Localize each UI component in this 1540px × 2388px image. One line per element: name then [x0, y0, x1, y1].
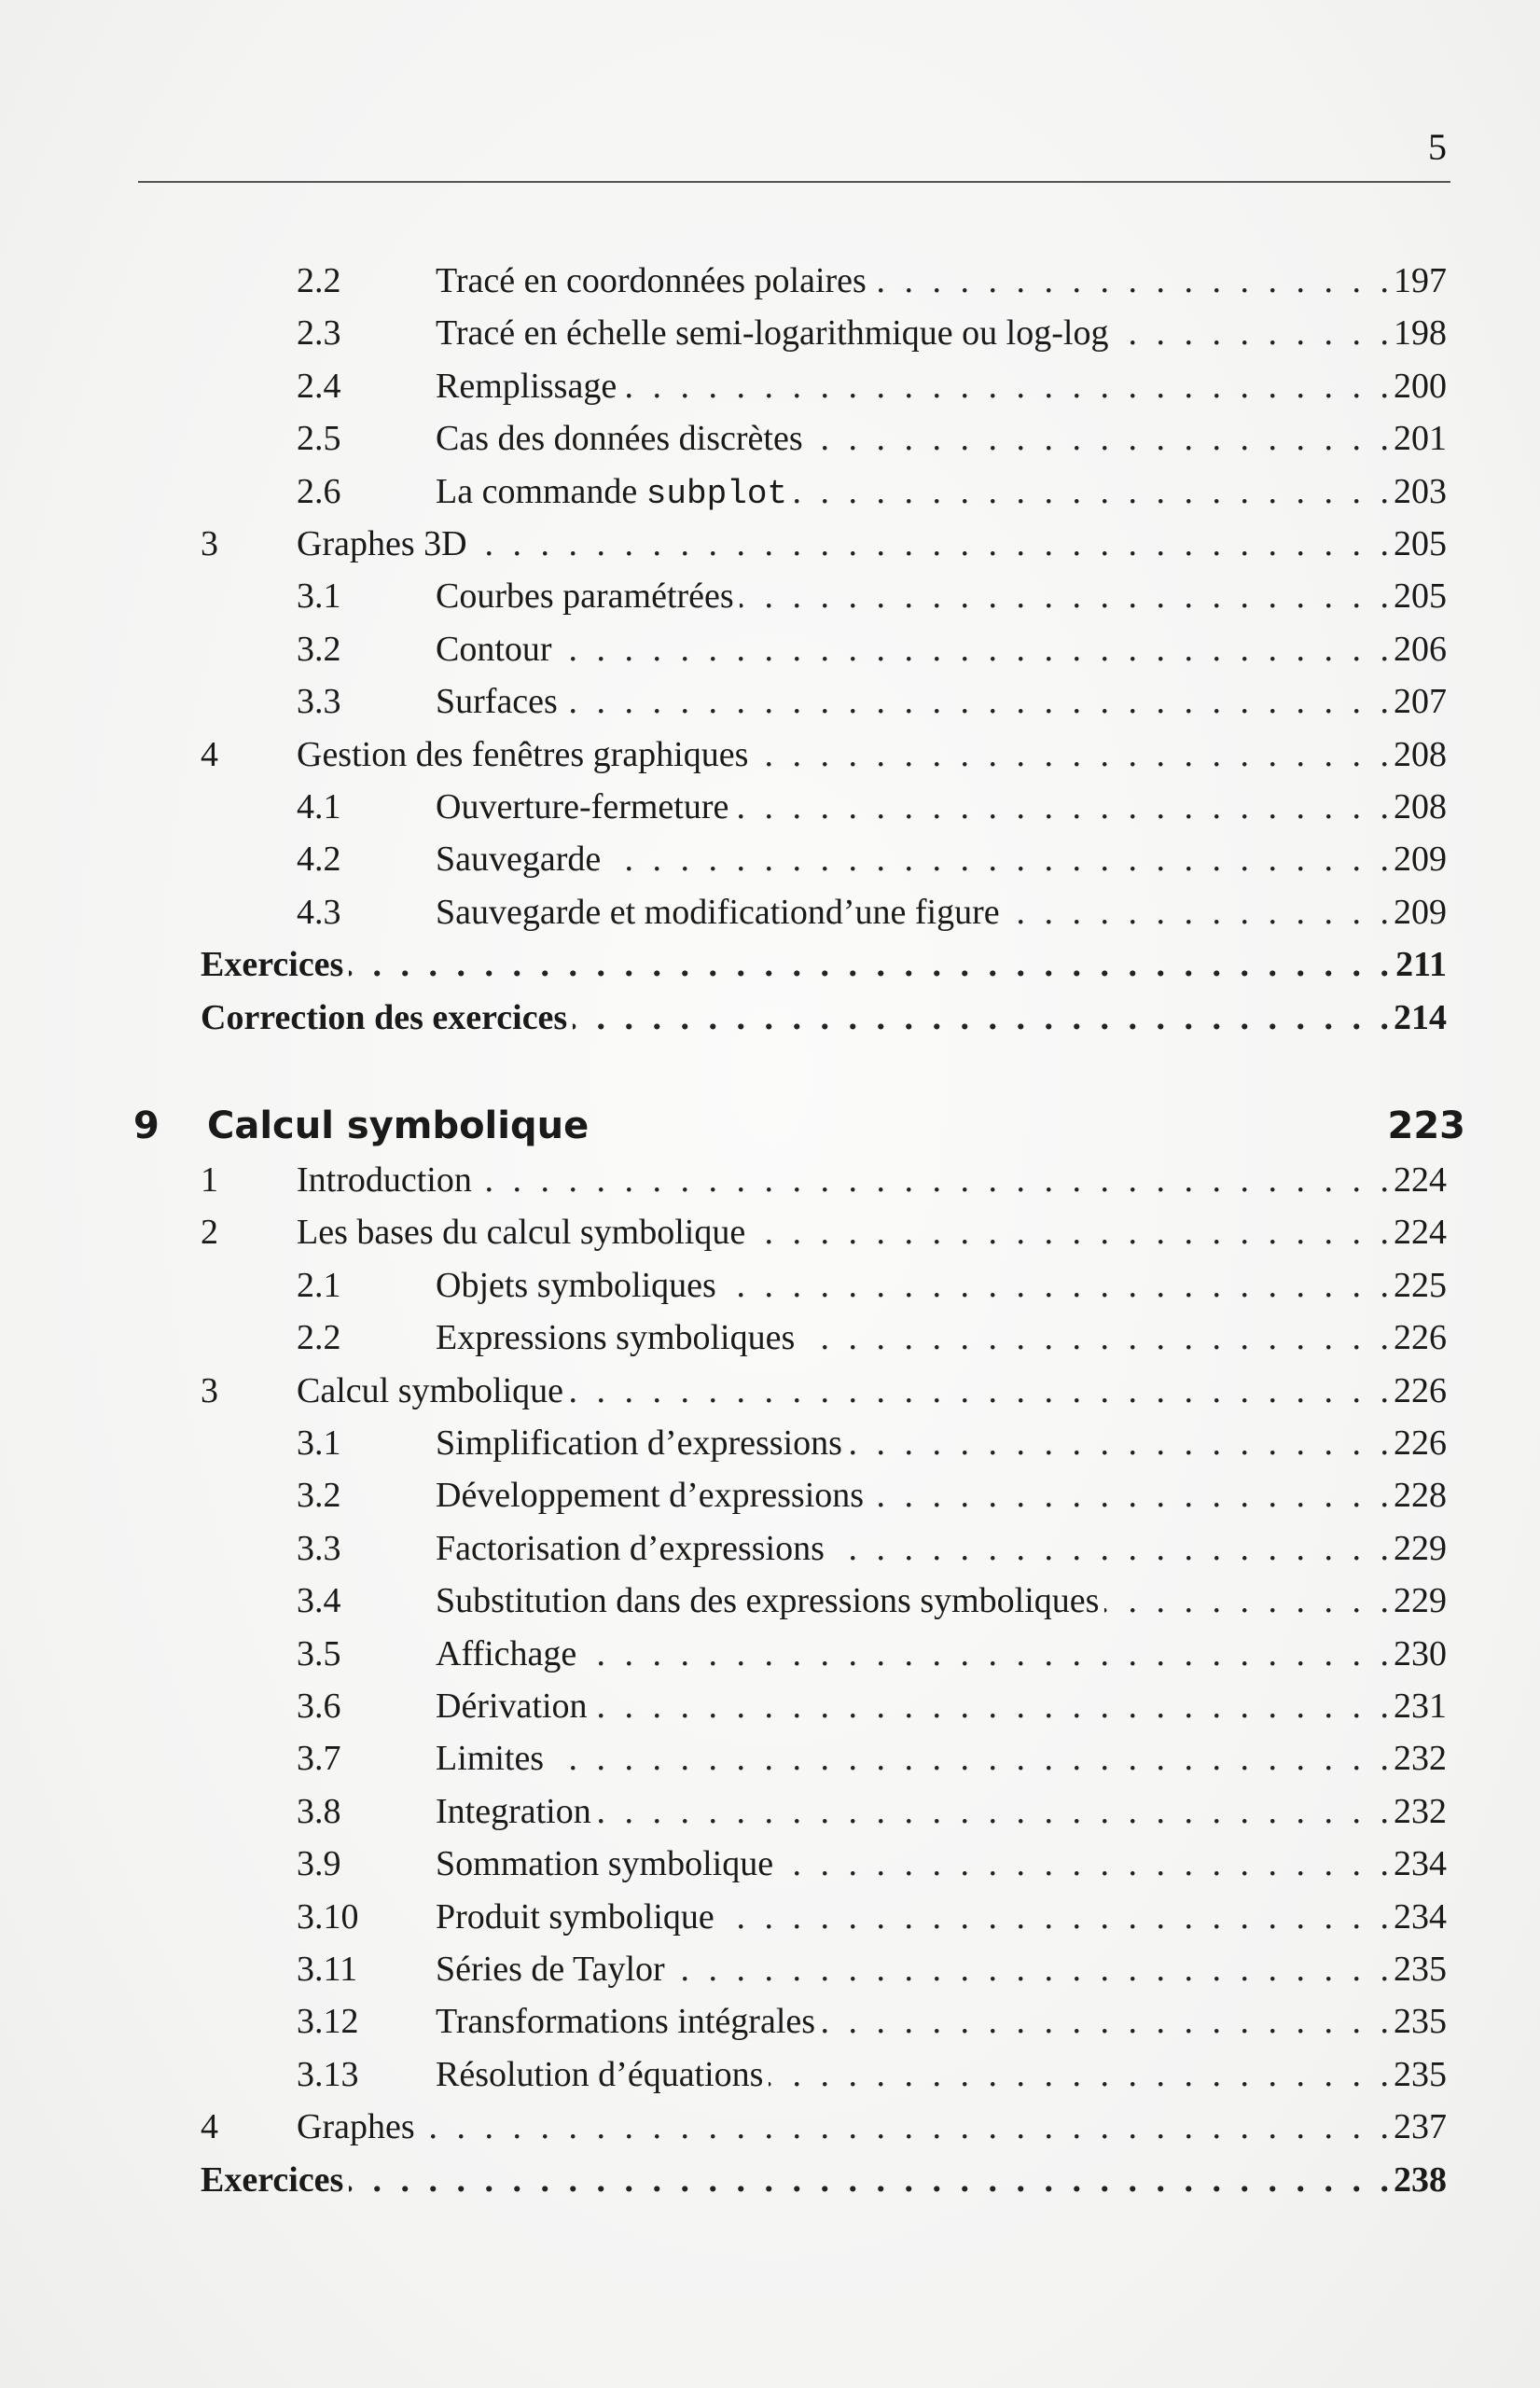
entry-page-number: 209: [1394, 840, 1447, 880]
dot-leader: [872, 257, 1389, 304]
dot-leader: [473, 521, 1389, 567]
entry-number: 3.7: [297, 1739, 341, 1779]
entry-page-number: 208: [1394, 734, 1447, 774]
toc-entry[interactable]: [0, 678, 1540, 725]
entry-page-number: 225: [1394, 1265, 1447, 1305]
entry-number: 3.13: [297, 2054, 359, 2094]
toc-entry[interactable]: [0, 731, 1540, 778]
toc-entry[interactable]: [0, 2051, 1540, 2098]
entry-title-text: Calcul symbolique: [297, 1370, 564, 1410]
chapter-number: 9: [133, 1104, 160, 1147]
dot-leader: [1006, 889, 1389, 936]
entry-title-text: La commande: [436, 471, 646, 511]
toc-entry[interactable]: [0, 994, 1540, 1041]
entry-title-text: Tracé en coordonnées polaires: [436, 261, 867, 300]
entry-page-number: 229: [1394, 1581, 1447, 1621]
entry-page-number: 198: [1394, 313, 1447, 354]
entry-page-number: 226: [1394, 1370, 1447, 1410]
entry-page-number: 237: [1394, 2107, 1447, 2147]
entry-title-text: Simplification d’expressions: [436, 1423, 842, 1463]
dot-leader: [1104, 1577, 1389, 1624]
dot-leader: [800, 1314, 1389, 1361]
entry-line: [297, 521, 1447, 567]
entry-line: [436, 1735, 1447, 1782]
entry-title: [436, 2051, 769, 2098]
toc-entry[interactable]: [0, 1840, 1540, 1887]
entry-title: [436, 1788, 597, 1835]
entry-number: 2: [201, 1213, 218, 1253]
entry-title: [436, 1472, 869, 1519]
toc-entry[interactable]: [0, 836, 1540, 882]
entry-number: 2.6: [297, 471, 341, 511]
entry-number: 3.4: [297, 1581, 341, 1621]
chapter-page-number: 223: [1387, 1104, 1465, 1147]
entry-title: [436, 1525, 830, 1572]
entry-title-text: Sauvegarde: [436, 840, 602, 880]
entry-title: [436, 1840, 779, 1887]
entry-page-number: 201: [1394, 419, 1447, 459]
entry-page-number: 206: [1394, 629, 1447, 669]
entry-page-number: 224: [1394, 1213, 1447, 1253]
entry-number: 3.3: [297, 682, 341, 722]
entry-title-text: Objets symboliques: [436, 1265, 716, 1305]
dot-leader: [573, 994, 1389, 1041]
entry-number: 2.2: [297, 261, 341, 300]
entry-line: [436, 889, 1447, 936]
dot-leader: [1114, 310, 1389, 356]
toc-entry[interactable]: [0, 2157, 1540, 2203]
dot-leader: [769, 2051, 1389, 2098]
dot-leader: [754, 731, 1389, 778]
entry-title: [436, 1998, 821, 2045]
entry-title-text: Integration: [436, 1791, 591, 1831]
entry-number: 3.1: [297, 576, 341, 617]
entry-title-text: Graphes: [297, 2107, 415, 2147]
entry-number: 3: [201, 524, 218, 563]
entry-line: [436, 573, 1447, 619]
entry-title: [436, 784, 734, 830]
toc-entry[interactable]: [0, 573, 1540, 619]
dot-leader: [421, 2103, 1389, 2150]
entry-title-text: Produit symbolique: [436, 1896, 715, 1937]
entry-title: [201, 994, 573, 1041]
entry-title: [297, 1368, 569, 1414]
toc-entry[interactable]: [0, 1788, 1540, 1835]
entry-page-number: 197: [1394, 261, 1447, 300]
entry-title: [436, 889, 1006, 936]
dot-leader: [593, 1683, 1389, 1729]
entry-title-text: Gestion des fenêtres graphiques: [297, 734, 749, 774]
entry-title: [436, 415, 809, 462]
entry-page-number: 214: [1394, 997, 1447, 1037]
entry-line: [436, 1788, 1447, 1835]
entry-number: 2.3: [297, 313, 341, 354]
entry-page-number: 231: [1394, 1687, 1447, 1726]
dot-leader: [740, 573, 1389, 619]
entry-page-number: 235: [1394, 1950, 1447, 1989]
entry-title-text: Sommation symbolique: [436, 1844, 774, 1884]
toc-entry[interactable]: [0, 257, 1540, 304]
chapter-title: Calcul symbolique: [207, 1104, 590, 1147]
entry-title: [297, 521, 473, 567]
entry-number: 3.10: [297, 1896, 359, 1937]
entry-title: [436, 626, 558, 673]
dot-leader: [821, 1998, 1389, 2045]
dot-leader: [582, 1631, 1389, 1677]
dot-leader: [671, 1946, 1389, 1992]
entry-page-number: 238: [1394, 2159, 1447, 2200]
entry-number: 3.3: [297, 1528, 341, 1568]
entry-number: 4.2: [297, 840, 341, 880]
dot-leader: [549, 1735, 1389, 1782]
toc-entry[interactable]: [0, 889, 1540, 936]
entry-title: [297, 1209, 751, 1256]
entry-page-number: 234: [1394, 1896, 1447, 1937]
dot-leader: [622, 363, 1389, 410]
entry-line: [436, 415, 1447, 462]
entry-number: 2.1: [297, 1265, 341, 1305]
entry-title: [436, 1683, 593, 1729]
entry-title-text: Affichage: [436, 1633, 577, 1673]
entry-page-number: 203: [1394, 471, 1447, 511]
entry-title: [436, 468, 793, 518]
dot-leader: [848, 1420, 1389, 1466]
entry-page-number: 224: [1394, 1160, 1447, 1200]
entry-title: [436, 1420, 848, 1466]
toc-entry[interactable]: [0, 1631, 1540, 1677]
toc-entry[interactable]: [0, 1314, 1540, 1361]
entry-line: [436, 1420, 1447, 1466]
entry-title-text: Limites: [436, 1739, 545, 1779]
entry-line: [297, 731, 1447, 778]
dot-leader: [793, 468, 1389, 515]
entry-page-number: 235: [1394, 2002, 1447, 2042]
entry-number: 3.2: [297, 629, 341, 669]
entry-code: subplot: [645, 474, 788, 513]
toc-entry[interactable]: [0, 1262, 1540, 1309]
entry-title-text: Remplissage: [436, 366, 617, 406]
entry-title-text: Transformations intégrales: [436, 2002, 816, 2042]
entry-page-number: 200: [1394, 366, 1447, 406]
entry-title-text: Ouverture-fermeture: [436, 787, 729, 826]
entry-line: [436, 1525, 1447, 1572]
entry-title-text: Expressions symboliques: [436, 1318, 796, 1358]
entry-title-text: Séries de Taylor: [436, 1950, 665, 1989]
entry-title-text: Développement d’expressions: [436, 1476, 865, 1516]
toc-entry[interactable]: [0, 1735, 1540, 1782]
entry-title: [436, 363, 622, 410]
toc-entry[interactable]: [0, 1157, 1540, 1203]
entry-title-text: Correction des exercices: [201, 997, 568, 1037]
entry-number: 4.1: [297, 787, 341, 826]
toc-entry[interactable]: [0, 468, 1540, 515]
entry-title-text: Introduction: [297, 1160, 472, 1200]
entry-line: [436, 836, 1447, 882]
entry-title-text: Surfaces: [436, 682, 558, 722]
chapter-heading[interactable]: [0, 1103, 1540, 1149]
dot-leader: [349, 2157, 1389, 2203]
dot-leader: [606, 836, 1389, 882]
toc-entry[interactable]: [0, 521, 1540, 567]
entry-line: [436, 1946, 1447, 1992]
entry-line: [201, 2157, 1447, 2203]
dot-leader: [830, 1525, 1389, 1572]
entry-title-text: Graphes 3D: [297, 524, 467, 563]
entry-title-text: Résolution d’équations: [436, 2054, 764, 2094]
toc-entry[interactable]: [0, 1577, 1540, 1624]
toc-entry[interactable]: [0, 941, 1540, 988]
toc-entry[interactable]: [0, 1894, 1540, 1940]
entry-number: 3.8: [297, 1791, 341, 1831]
entry-line: [436, 1683, 1447, 1729]
entry-title: [297, 2103, 421, 2150]
entry-page-number: 229: [1394, 1528, 1447, 1568]
toc-entry[interactable]: [0, 1368, 1540, 1414]
entry-number: 3.1: [297, 1423, 341, 1463]
entry-number: 3: [201, 1370, 218, 1410]
entry-number: 3.6: [297, 1687, 341, 1726]
entry-line: [297, 1209, 1447, 1256]
entry-title-text: Courbes paramétrées: [436, 576, 734, 617]
entry-line: [436, 1314, 1447, 1361]
entry-line: [297, 1157, 1447, 1203]
entry-page-number: 232: [1394, 1739, 1447, 1779]
entry-line: [436, 257, 1447, 304]
entry-number: 3.12: [297, 2002, 359, 2042]
entry-line: [436, 1472, 1447, 1519]
entry-line: [436, 1577, 1447, 1624]
dot-leader: [720, 1894, 1389, 1940]
dot-leader: [869, 1472, 1389, 1519]
entry-number: 4: [201, 734, 218, 774]
dot-leader: [349, 941, 1389, 988]
dot-leader: [779, 1840, 1389, 1887]
dot-leader: [558, 626, 1389, 673]
toc-entry[interactable]: [0, 784, 1540, 830]
entry-title: [297, 1157, 478, 1203]
entry-title: [436, 1631, 582, 1677]
dot-leader: [478, 1157, 1389, 1203]
entry-title-text: Sauvegarde et modificationd’une figure: [436, 892, 1000, 932]
dot-leader: [809, 415, 1389, 462]
entry-line: [201, 994, 1447, 1041]
dot-leader: [569, 1368, 1389, 1414]
entry-line: [436, 363, 1447, 410]
entry-title: [297, 731, 754, 778]
entry-page-number: 226: [1394, 1423, 1447, 1463]
entry-title: [436, 1262, 722, 1309]
toc-entry[interactable]: [0, 1420, 1540, 1466]
entry-line: [297, 1368, 1447, 1414]
toc-entry[interactable]: [0, 1683, 1540, 1729]
entry-page-number: 205: [1394, 576, 1447, 617]
entry-line: [436, 678, 1447, 725]
toc-entry[interactable]: [0, 1998, 1540, 2045]
entry-title: [436, 836, 606, 882]
entry-line: [436, 310, 1447, 356]
entry-title-text: Substitution dans des expressions symboliques: [436, 1581, 1100, 1621]
dot-leader: [722, 1262, 1389, 1309]
entry-page-number: 209: [1394, 892, 1447, 932]
entry-title: [436, 1577, 1104, 1624]
entry-page-number: 230: [1394, 1633, 1447, 1673]
entry-title-text: Exercices: [201, 2159, 344, 2200]
dot-leader: [734, 784, 1389, 830]
entry-title-text: Cas des données discrètes: [436, 419, 803, 459]
entry-line: [436, 784, 1447, 830]
toc-entry[interactable]: [0, 1472, 1540, 1519]
toc-entry[interactable]: [0, 1946, 1540, 1992]
entry-title: [436, 1735, 549, 1782]
entry-title: [201, 941, 349, 988]
entry-page-number: 205: [1394, 524, 1447, 563]
entry-page-number: 226: [1394, 1318, 1447, 1358]
entry-line: [436, 1262, 1447, 1309]
dot-leader: [751, 1209, 1389, 1256]
entry-page-number: 235: [1394, 2054, 1447, 2094]
entry-page-number: 211: [1395, 945, 1447, 985]
entry-title: [436, 310, 1114, 356]
entry-title: [436, 1314, 800, 1361]
entry-page-number: 232: [1394, 1791, 1447, 1831]
entry-title-text: Les bases du calcul symbolique: [297, 1213, 746, 1253]
entry-title: [436, 1894, 720, 1940]
entry-number: 1: [201, 1160, 218, 1200]
entry-number: 3.9: [297, 1844, 341, 1884]
toc-entry[interactable]: [0, 415, 1540, 462]
entry-number: 3.2: [297, 1476, 341, 1516]
entry-line: [436, 2051, 1447, 2098]
entry-line: [436, 1894, 1447, 1940]
entry-title-text: Factorisation d’expressions: [436, 1528, 825, 1568]
page-number: 5: [1428, 126, 1447, 168]
entry-title: [436, 678, 563, 725]
entry-title: [436, 1946, 671, 1992]
toc-entry[interactable]: [0, 1209, 1540, 1256]
entry-title: [436, 257, 872, 304]
entry-number: 3.11: [297, 1950, 358, 1989]
entry-title-text: Tracé en échelle semi-logarithmique ou log-log: [436, 313, 1109, 354]
entry-number: 2.5: [297, 419, 341, 459]
entry-line: [201, 941, 1447, 988]
entry-page-number: 234: [1394, 1844, 1447, 1884]
dot-leader: [597, 1788, 1389, 1835]
entry-title-text: Exercices: [201, 945, 344, 985]
entry-line: [436, 1998, 1447, 2045]
dot-leader: [563, 678, 1389, 725]
entry-title: [436, 573, 740, 619]
toc-entry[interactable]: [0, 1525, 1540, 1572]
toc-entry[interactable]: [0, 363, 1540, 410]
entry-line: [436, 626, 1447, 673]
toc-entry[interactable]: [0, 626, 1540, 673]
entry-line: [436, 1840, 1447, 1887]
entry-line: [297, 2103, 1447, 2150]
entry-title-text: Contour: [436, 629, 552, 669]
toc-entry[interactable]: [0, 310, 1540, 356]
entry-number: 3.5: [297, 1633, 341, 1673]
entry-number: 2.2: [297, 1318, 341, 1358]
entry-title-text: Dérivation: [436, 1687, 588, 1726]
toc-entry[interactable]: [0, 2103, 1540, 2150]
entry-page-number: 208: [1394, 787, 1447, 826]
entry-number: 4: [201, 2107, 218, 2147]
entry-line: [436, 1631, 1447, 1677]
entry-page-number: 228: [1394, 1476, 1447, 1516]
entry-line: [436, 468, 1447, 518]
entry-page-number: 207: [1394, 682, 1447, 722]
header-rule: [138, 181, 1450, 183]
entry-number: 4.3: [297, 892, 341, 932]
entry-title: [201, 2157, 349, 2203]
entry-number: 2.4: [297, 366, 341, 406]
